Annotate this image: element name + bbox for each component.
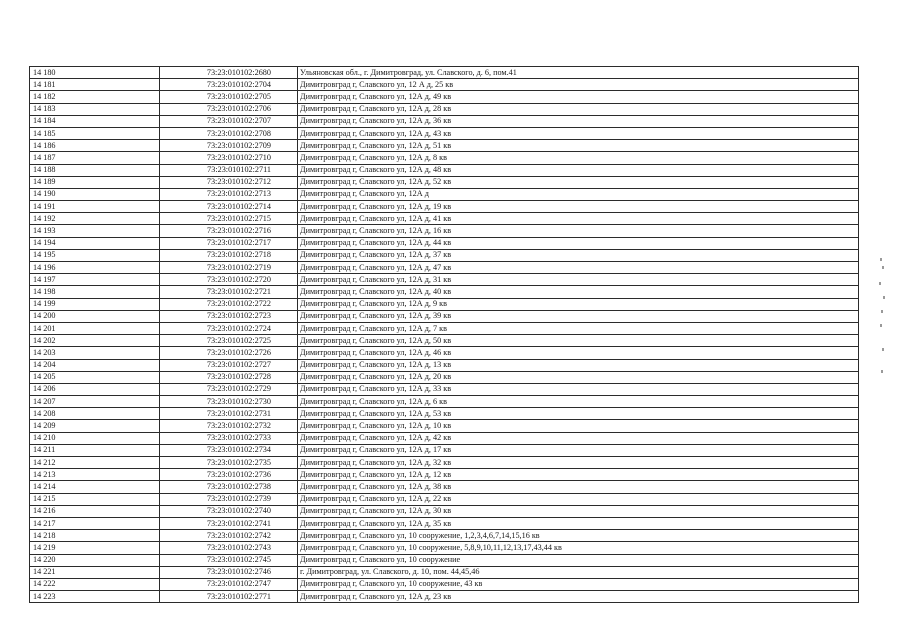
address-cell: Димитровград г, Славского ул, 10 сооружение, 43 кв [298,578,859,590]
address-cell: Димитровград г, Славского ул, 12А д, 52 кв [298,176,859,188]
row-number-cell: 14 214 [30,481,160,493]
cadastral-number-cell: 73:23:010102:2722 [160,298,298,310]
address-cell: Димитровград г, Славского ул, 12А д, 10 кв [298,420,859,432]
table-row [30,444,859,456]
table-row [30,127,859,139]
row-number-cell: 14 209 [30,420,160,432]
cadastral-number-cell: 73:23:010102:2730 [160,396,298,408]
address-cell: Димитровград г, Славского ул, 12А д, 47 кв [298,262,859,274]
address-cell: Димитровград г, Славского ул, 12А д [298,188,859,200]
row-number-cell: 14 221 [30,566,160,578]
address-cell: Димитровград г, Славского ул, 12А д, 6 кв [298,396,859,408]
cadastral-number-cell: 73:23:010102:2727 [160,359,298,371]
table-row [30,347,859,359]
row-number-cell: 14 211 [30,444,160,456]
row-number-cell: 14 207 [30,396,160,408]
row-number-cell: 14 212 [30,457,160,469]
address-cell: Димитровград г, Славского ул, 12А д, 49 кв [298,91,859,103]
row-number-cell: 14 191 [30,201,160,213]
row-number-cell: 14 208 [30,408,160,420]
cadastral-number-cell: 73:23:010102:2715 [160,213,298,225]
address-cell: Димитровград г, Славского ул, 12А д, 38 кв [298,481,859,493]
address-cell: Димитровград г, Славского ул, 12А д, 22 кв [298,493,859,505]
address-cell: Димитровград г, Славского ул, 12А д, 46 кв [298,347,859,359]
margin-scan-marks [876,252,888,382]
table-row [30,554,859,566]
cadastral-number-cell: 73:23:010102:2731 [160,408,298,420]
table-row [30,115,859,127]
cadastral-number-cell: 73:23:010102:2734 [160,444,298,456]
address-cell: Димитровград г, Славского ул, 12А д, 30 кв [298,505,859,517]
cadastral-number-cell: 73:23:010102:2729 [160,383,298,395]
cadastral-number-cell: 73:23:010102:2741 [160,517,298,529]
row-number-cell: 14 199 [30,298,160,310]
row-number-cell: 14 206 [30,383,160,395]
table-row [30,201,859,213]
address-cell: Димитровград г, Славского ул, 12А д, 9 кв [298,298,859,310]
cadastral-number-cell: 73:23:010102:2733 [160,432,298,444]
row-number-cell: 14 216 [30,505,160,517]
row-number-cell: 14 200 [30,310,160,322]
table-row [30,505,859,517]
row-number-cell: 14 220 [30,554,160,566]
table-row [30,493,859,505]
cadastral-number-cell: 73:23:010102:2735 [160,457,298,469]
address-cell: Димитровград г, Славского ул, 12А д, 7 кв [298,322,859,334]
cadastral-number-cell: 73:23:010102:2710 [160,152,298,164]
address-cell: Димитровград г, Славского ул, 10 сооружение [298,554,859,566]
row-number-cell: 14 181 [30,79,160,91]
address-cell: Димитровград г, Славского ул, 12 А д, 25 кв [298,79,859,91]
row-number-cell: 14 223 [30,591,160,603]
cadastral-number-cell: 73:23:010102:2738 [160,481,298,493]
address-cell: Ульяновская обл., г. Димитровград, ул. Славского, д. 6, пом.41 [298,67,859,79]
address-cell: Димитровград г, Славского ул, 12А д, 8 кв [298,152,859,164]
table-row [30,188,859,200]
address-cell: г. Димитровград, ул. Славского, д. 10, пом. 44,45,46 [298,566,859,578]
row-number-cell: 14 197 [30,274,160,286]
table-row [30,213,859,225]
table-row [30,152,859,164]
row-number-cell: 14 196 [30,262,160,274]
address-cell: Димитровград г, Славского ул, 12А д, 35 кв [298,517,859,529]
table-row [30,396,859,408]
table-row [30,432,859,444]
address-cell: Димитровград г, Славского ул, 12А д, 41 кв [298,213,859,225]
row-number-cell: 14 215 [30,493,160,505]
cadastral-number-cell: 73:23:010102:2717 [160,237,298,249]
cadastral-number-cell: 73:23:010102:2732 [160,420,298,432]
row-number-cell: 14 186 [30,140,160,152]
row-number-cell: 14 219 [30,542,160,554]
table-row [30,530,859,542]
cadastral-number-cell: 73:23:010102:2712 [160,176,298,188]
table-row [30,91,859,103]
address-cell: Димитровград г, Славского ул, 12А д, 16 кв [298,225,859,237]
row-number-cell: 14 205 [30,371,160,383]
row-number-cell: 14 185 [30,127,160,139]
cadastral-number-cell: 73:23:010102:2680 [160,67,298,79]
cadastral-number-cell: 73:23:010102:2726 [160,347,298,359]
address-cell: Димитровград г, Славского ул, 12А д, 44 кв [298,237,859,249]
table-row [30,310,859,322]
cadastral-number-cell: 73:23:010102:2736 [160,469,298,481]
table-row [30,298,859,310]
row-number-cell: 14 203 [30,347,160,359]
cadastral-number-cell: 73:23:010102:2724 [160,322,298,334]
cadastral-number-cell: 73:23:010102:2709 [160,140,298,152]
row-number-cell: 14 190 [30,188,160,200]
table-row [30,566,859,578]
cadastral-number-cell: 73:23:010102:2720 [160,274,298,286]
cadastral-number-cell: 73:23:010102:2713 [160,188,298,200]
address-cell: Димитровград г, Славского ул, 12А д, 53 кв [298,408,859,420]
cadastral-number-cell: 73:23:010102:2746 [160,566,298,578]
row-number-cell: 14 213 [30,469,160,481]
address-cell: Димитровград г, Славского ул, 12А д, 32 кв [298,457,859,469]
address-cell: Димитровград г, Славского ул, 12А д, 39 кв [298,310,859,322]
cadastral-number-cell: 73:23:010102:2745 [160,554,298,566]
row-number-cell: 14 193 [30,225,160,237]
row-number-cell: 14 180 [30,67,160,79]
address-cell: Димитровград г, Славского ул, 12А д, 50 кв [298,335,859,347]
table-row [30,164,859,176]
table-body [30,67,859,603]
address-cell: Димитровград г, Славского ул, 12А д, 33 кв [298,383,859,395]
cadastral-number-cell: 73:23:010102:2721 [160,286,298,298]
address-cell: Димитровград г, Славского ул, 12А д, 20 кв [298,371,859,383]
table-row [30,322,859,334]
table-row [30,262,859,274]
cadastral-number-cell: 73:23:010102:2739 [160,493,298,505]
table-row [30,542,859,554]
cadastral-number-cell: 73:23:010102:2707 [160,115,298,127]
row-number-cell: 14 184 [30,115,160,127]
address-cell: Димитровград г, Славского ул, 12А д, 40 кв [298,286,859,298]
table-row [30,79,859,91]
row-number-cell: 14 187 [30,152,160,164]
row-number-cell: 14 183 [30,103,160,115]
address-cell: Димитровград г, Славского ул, 12А д, 19 кв [298,201,859,213]
row-number-cell: 14 218 [30,530,160,542]
row-number-cell: 14 210 [30,432,160,444]
table-row [30,274,859,286]
table-row [30,420,859,432]
address-cell: Димитровград г, Славского ул, 12А д, 37 кв [298,249,859,261]
table-row [30,469,859,481]
cadastral-number-cell: 73:23:010102:2706 [160,103,298,115]
row-number-cell: 14 202 [30,335,160,347]
table-row [30,383,859,395]
address-cell: Димитровград г, Славского ул, 12А д, 48 кв [298,164,859,176]
table-row [30,359,859,371]
cadastral-number-cell: 73:23:010102:2742 [160,530,298,542]
table-row [30,67,859,79]
row-number-cell: 14 217 [30,517,160,529]
address-cell: Димитровград г, Славского ул, 12А д, 42 кв [298,432,859,444]
row-number-cell: 14 198 [30,286,160,298]
cadastral-number-cell: 73:23:010102:2747 [160,578,298,590]
table-row [30,103,859,115]
cadastral-number-cell: 73:23:010102:2704 [160,79,298,91]
row-number-cell: 14 204 [30,359,160,371]
cadastral-number-cell: 73:23:010102:2708 [160,127,298,139]
row-number-cell: 14 201 [30,322,160,334]
cadastral-number-cell: 73:23:010102:2728 [160,371,298,383]
table-row [30,176,859,188]
table-row [30,457,859,469]
cadastral-number-cell: 73:23:010102:2771 [160,591,298,603]
address-cell: Димитровград г, Славского ул, 12А д, 36 кв [298,115,859,127]
row-number-cell: 14 188 [30,164,160,176]
table-row [30,517,859,529]
address-cell: Димитровград г, Славского ул, 10 сооружение, 5,8,9,10,11,12,13,17,43,44 кв [298,542,859,554]
cadastral-number-cell: 73:23:010102:2719 [160,262,298,274]
address-cell: Димитровград г, Славского ул, 12А д, 23 кв [298,591,859,603]
cadastral-number-cell: 73:23:010102:2714 [160,201,298,213]
table-row [30,237,859,249]
address-cell: Димитровград г, Славского ул, 12А д, 43 кв [298,127,859,139]
table-row [30,481,859,493]
cadastral-number-cell: 73:23:010102:2723 [160,310,298,322]
table-row [30,591,859,603]
row-number-cell: 14 194 [30,237,160,249]
row-number-cell: 14 189 [30,176,160,188]
table-row [30,140,859,152]
cadastral-number-cell: 73:23:010102:2743 [160,542,298,554]
table-row [30,335,859,347]
row-number-cell: 14 182 [30,91,160,103]
registry-table [29,66,859,603]
address-cell: Димитровград г, Славского ул, 12А д, 31 кв [298,274,859,286]
cadastral-number-cell: 73:23:010102:2725 [160,335,298,347]
address-cell: Димитровград г, Славского ул, 12А д, 51 кв [298,140,859,152]
cadastral-number-cell: 73:23:010102:2718 [160,249,298,261]
cadastral-number-cell: 73:23:010102:2705 [160,91,298,103]
cadastral-number-cell: 73:23:010102:2711 [160,164,298,176]
table-row [30,371,859,383]
row-number-cell: 14 195 [30,249,160,261]
address-cell: Димитровград г, Славского ул, 12А д, 12 кв [298,469,859,481]
table-row [30,249,859,261]
table-row [30,578,859,590]
address-cell: Димитровград г, Славского ул, 12А д, 28 кв [298,103,859,115]
table-row [30,225,859,237]
table-row [30,408,859,420]
row-number-cell: 14 192 [30,213,160,225]
address-cell: Димитровград г, Славского ул, 12А д, 13 кв [298,359,859,371]
table-row [30,286,859,298]
row-number-cell: 14 222 [30,578,160,590]
address-cell: Димитровград г, Славского ул, 12А д, 17 кв [298,444,859,456]
cadastral-number-cell: 73:23:010102:2740 [160,505,298,517]
cadastral-number-cell: 73:23:010102:2716 [160,225,298,237]
address-cell: Димитровград г, Славского ул, 10 сооружение, 1,2,3,4,6,7,14,15,16 кв [298,530,859,542]
